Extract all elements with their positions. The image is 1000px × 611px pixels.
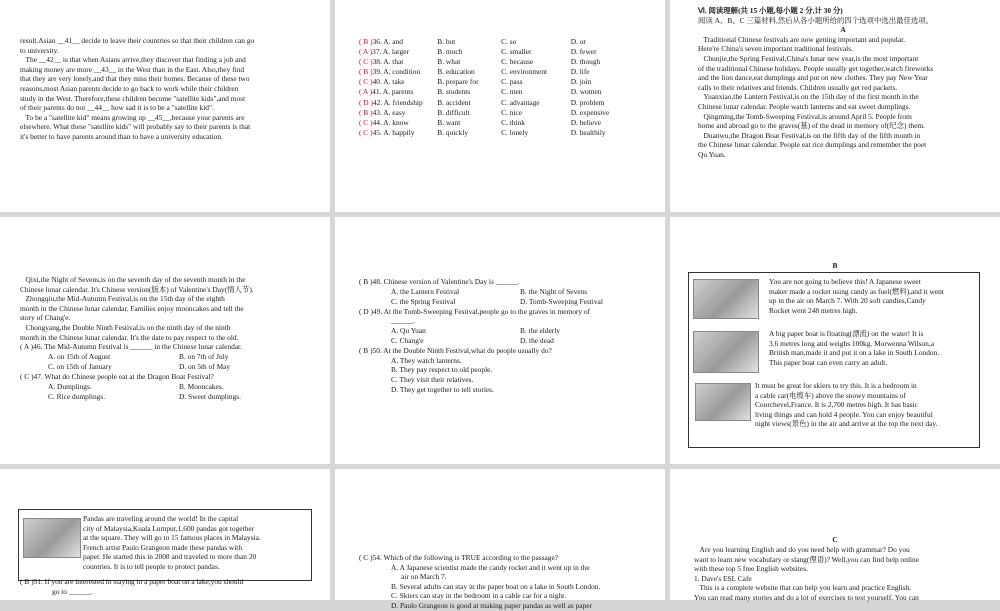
line: Qixi,the Night of Sevens,is on the seventh day of the seventh month in the (20, 275, 246, 284)
option-d: D. believe (570, 117, 602, 127)
instruction: 阅读 A、B、C 三篇材料,然后从各小题所给的四个选项中选出最佳选项。 (698, 15, 934, 25)
passage-text (694, 545, 986, 603)
questions (359, 553, 654, 611)
passage-text (698, 35, 988, 160)
passage-label: A (840, 25, 846, 35)
line: Chongyang,the Double Ninth Festival,is on the ninth day of the ninth (20, 322, 231, 332)
line: A big paper boat is floating(漂流) on the water! It is (769, 329, 924, 338)
line: Rocket went 248 metres high. (769, 305, 858, 315)
option: B. Mooncakes. (179, 381, 224, 391)
option: B. Several adults can stay in the paper boat on a lake in South London. (391, 581, 601, 591)
option: C. on 15th of January (48, 361, 112, 371)
option-a (359, 98, 437, 108)
option-a-text: 38. A. that (372, 57, 404, 67)
option-d: D. expensive (570, 107, 610, 117)
questions (20, 577, 315, 596)
line: Zhongqiu,the Mid-Autumn Festival,is on the 15th day of the eighth (20, 294, 225, 304)
option-a (359, 47, 437, 57)
option-c: C. pass (501, 77, 523, 87)
line: with these top 5 free English websites. (694, 564, 808, 574)
question-50: ( B )50. At the Double Ninth Festival,what do people usually do? (359, 346, 552, 356)
cloze-options (359, 37, 649, 138)
q49-options (359, 326, 649, 346)
line: study in the West. Therefore,these children become "satellite kids",and most (20, 93, 246, 103)
line: 1. Dave's ESL Cafe (694, 573, 752, 583)
line: You can read many stories and do a lot of exercises to test yourself. You can (694, 592, 919, 602)
option-b: B. but (437, 37, 456, 46)
option: A. They watch lanterns. (391, 355, 462, 365)
line: result.Asian __41__ decide to leave their countries so that their children can go (20, 36, 255, 45)
option-b: B. want (437, 117, 461, 127)
option-b: B. education (437, 67, 475, 77)
answer-mark: ( C ) (359, 57, 373, 67)
page-2 (335, 0, 665, 212)
option-a-text: 43. A. easy (372, 107, 406, 117)
option-a (359, 57, 437, 67)
news-box (18, 509, 312, 581)
question-48: ( B )48. Chinese version of Valentine's Day is ______. (359, 277, 520, 286)
option: A. Dumplings. (48, 381, 92, 391)
option-a (359, 108, 437, 118)
option-d: D. problem (570, 97, 605, 107)
question-47: ( C )47. What do Chinese people eat at the Dragon Boat Festival? (20, 371, 214, 381)
cloze-row (359, 87, 649, 97)
line: city of Malaysia,Kuala Lumpur,1,600 pandas got together (83, 523, 255, 533)
q47-options (20, 382, 310, 402)
option: A. on 15th of August (48, 351, 111, 361)
option-c: C. environment (501, 67, 548, 77)
option-a (359, 67, 437, 77)
option-d: D. life (570, 67, 590, 77)
passage-label: B (832, 261, 838, 270)
option: C. Chang'e (391, 336, 424, 346)
pandas-photo (23, 518, 81, 558)
cloze-row (359, 47, 649, 57)
line: Courchevel,France. It is 2,700 metres high. It has basic (755, 400, 918, 410)
option-c: C. men (501, 87, 523, 97)
line: month in the Chinese lunar calendar. Families enjoy mooncakes and tell the (20, 303, 244, 313)
line: Duanwu,the Dragon Boat Festival,is on the fifth day of the fifth month in (698, 130, 921, 140)
question-51-blank: go to ______. (52, 586, 93, 596)
question-54: ( C )54. Which of the following is TRUE according to the passage? (359, 553, 559, 562)
option-a-text: 37. A. larger (372, 47, 409, 57)
line: Here're China's seven important traditional festivals. (698, 44, 853, 54)
option: B. on 7th of July (179, 351, 229, 361)
answer-mark: ( B ) (359, 37, 373, 46)
rocket-photo (693, 279, 759, 319)
line: it's better to have parents around than to have a university education. (20, 131, 223, 141)
option-a (359, 128, 437, 138)
cloze-row (359, 108, 649, 118)
answer-mark: ( C ) (359, 127, 373, 137)
news-item-pandas (83, 514, 309, 572)
paper-boat-photo (693, 331, 759, 373)
line: Chunjie,the Spring Festival,China's lunar new year,is the most important (698, 53, 919, 63)
q46-options (20, 352, 310, 372)
line: countries. It is to tell people to protect pandas. (83, 561, 220, 571)
option-c: C. lonely (501, 127, 529, 137)
line: Yuanxiao,the Lantern Festival,is on the 15th day of the first month in the (698, 92, 919, 102)
option-d: D. though (570, 57, 601, 67)
line: and the lion dance,eat dumplings and put on new clothes. They pay New Year (698, 73, 928, 83)
line: at the square. They will go to 15 famous places in Malaysia. (83, 533, 261, 543)
line: home and abroad go to the graves(墓) of the dead in memory of(纪念) them. (698, 121, 925, 131)
option: D. Paulo Grangeon is good at making paper pandas as well as paper (391, 600, 592, 610)
line: to university. (20, 45, 59, 55)
option-continued: air on March 7. (401, 572, 447, 582)
option: D. Tomb-Sweeping Festival (520, 296, 603, 306)
option: B. the elderly (520, 325, 561, 335)
line: Qingming,the Tomb-Sweeping Festival,is around April 5. People from (698, 111, 912, 121)
line: story of Chang'e. (20, 313, 71, 323)
cloze-row (359, 118, 649, 128)
line: that they are very lonely,and that they miss their homes. Because of these two (20, 74, 250, 84)
line: Traditional Chinese festivals are now getting important and popular. (698, 34, 906, 44)
line: This paper boat can even carry an adult. (769, 357, 888, 367)
line: living things and can hold 4 people. You can enjoy beautiful (755, 409, 933, 419)
line: French artist Paulo Grangeon made these pandas with (83, 542, 243, 552)
line: calls to their relatives and friends. Children usually get red packets. (698, 82, 898, 92)
option-c: C. smaller (501, 47, 532, 57)
page-4 (0, 217, 330, 464)
passage-text (20, 36, 310, 142)
news-item-rocket (769, 277, 975, 315)
line: Chinese lunar calendar. It's Chinese version(版本) of Valentine's Day(情人节). (20, 284, 254, 294)
cable-car-photo (695, 383, 751, 421)
option-b: B. accident (437, 97, 471, 107)
line: a cable car(电缆车) above the snowy mountains of (755, 390, 906, 400)
passage-label: C (832, 535, 838, 544)
line: elsewhere. What these "satellite kids" will probably say to their parents is that (20, 122, 251, 132)
cloze-row (359, 77, 649, 87)
option-a-text: 41. A. parents (372, 87, 414, 97)
line: Qu Yuan. (698, 149, 726, 159)
question-49: ( D )49. At the Tomb-Sweeping Festival,people go to the graves in memory of (359, 306, 591, 316)
line: To be a "satellite kid" means growing up __45__,because your parents are (20, 112, 245, 122)
option-a-text: 45. A. happily (372, 127, 415, 137)
page-7 (0, 469, 330, 600)
line: British man,made it and put it on a lake in South London. (769, 348, 940, 358)
answer-mark: ( D ) (359, 97, 373, 107)
option: C. They visit their relatives. (391, 374, 474, 384)
option: C. the Spring Festival (391, 296, 456, 306)
option-b: B. much (437, 47, 463, 57)
answer-mark: ( C ) (359, 77, 373, 87)
page-1 (0, 0, 330, 212)
option-a-text: 39. A. condition (372, 67, 421, 77)
option-a-text: 36. A. and (372, 37, 403, 46)
line: Chinese lunar calendar. People watch lanterns and eat sweet dumplings. (698, 101, 911, 111)
question-46: ( A )46. The Mid-Autumn Festival is ______ in the Chinese lunar calendar. (20, 342, 242, 352)
line: The __42__ is that when Asians arrive,they discover that finding a job and (20, 55, 246, 65)
option-d: D. women (570, 87, 602, 97)
question-51: ( B )51. If you are interested in staying in a paper boat on a lake,you should (20, 577, 244, 586)
q48-options (359, 287, 649, 307)
section-heading: Ⅵ. 阅读理解(共 15 小题,每小题 2 分,计 30 分) (698, 6, 843, 15)
answer-mark: ( C ) (359, 117, 373, 127)
option-c: C. nice (501, 107, 523, 117)
answer-mark: ( A ) (359, 87, 373, 97)
page-9 (670, 469, 1000, 600)
line: Are you learning English and do you need help with grammar? Do you (694, 545, 910, 554)
option-a (359, 77, 437, 87)
line: This is a complete website that can help you learn and practice English. (694, 583, 912, 593)
option: A. A Japanese scientist made the candy rocket and it went up in the (391, 562, 590, 572)
question-49-blank: ______. (391, 316, 416, 326)
option-b: B. difficult (437, 107, 470, 117)
answer-mark: ( B ) (359, 67, 373, 77)
option-a-text: 42. A. friendship (372, 97, 423, 107)
cloze-row (359, 67, 649, 77)
line: the Chinese lunar calendar. People eat rice dumplings and remember the poet (698, 140, 927, 150)
news-item-cable-car (755, 381, 975, 429)
page-6 (670, 217, 1000, 464)
cloze-row (359, 57, 649, 67)
cloze-row (359, 128, 649, 138)
option: C. Skiers can stay in the bedroom in a cable car for a night. (391, 591, 567, 601)
option-c: C. think (501, 117, 525, 127)
q54-options (359, 563, 654, 611)
option-c: C. because (501, 57, 534, 67)
option-a-text: 44. A. know (372, 117, 409, 127)
option: D. They get together to tell stories. (391, 384, 494, 394)
line: month in the Chinese lunar calendar. It's the date to pay respect to the old. (20, 332, 239, 342)
line: Pandas are traveling around the world! In the capital (83, 514, 239, 523)
page-3 (670, 0, 1000, 212)
option-c: C. advantage (501, 97, 540, 107)
option-b: B. what (437, 57, 461, 67)
line: You are not going to believe this! A Japanese sweet (769, 277, 921, 286)
line: reasons,most Asian parents decide to go back to work while their children (20, 83, 239, 93)
option-a-text: 40. A. take (372, 77, 405, 87)
answer-mark: ( A ) (359, 47, 373, 57)
line: night views(景色) in the air and arrive at the top the next day. (755, 419, 938, 429)
option: D. on 5th of May (179, 361, 231, 371)
q50-options (359, 356, 649, 394)
news-box (688, 272, 980, 448)
line: making money are more __43__ in the West than in the East. Also,they find (20, 64, 245, 74)
option-d: D. fewer (570, 47, 597, 57)
option: A. the Lantern Festival (391, 286, 460, 296)
option-b: B. quickly (437, 127, 469, 137)
page-8 (335, 469, 665, 610)
option-d: D. healthily (570, 127, 606, 137)
option: A. Qu Yuan (391, 325, 426, 335)
option: D. Sweet dumplings. (179, 391, 241, 401)
answer-mark: ( B ) (359, 107, 373, 117)
option-a (359, 37, 437, 47)
passage-text (20, 275, 310, 402)
option: D. the dead (520, 336, 554, 346)
line: maker made a rocket using candy as fuel(燃料),and it went (769, 286, 944, 296)
cloze-row (359, 98, 649, 108)
line: of the traditional Chinese holidays. People usually get together,watch fireworks (698, 63, 934, 73)
option-a (359, 118, 437, 128)
line: 3.6 metres long and weighs 100kg. Morwenna Wilson,a (769, 338, 935, 348)
option-d: D. join (570, 77, 592, 87)
option-a (359, 87, 437, 97)
line: paper. He started this in 2008 and traveled to more than 20 (83, 552, 257, 562)
reading-section (698, 6, 988, 160)
option-b: B. prepare for (437, 77, 479, 87)
line: want to learn new vocabulary or slang(俚语)? Well,you can find help online (694, 554, 920, 564)
line: of their parents do not __44__ how sad it is to be a "satellite kid". (20, 103, 214, 113)
festival-lines (20, 275, 310, 342)
option-d: D. or (570, 37, 586, 46)
questions (359, 277, 649, 394)
line: It must be great for skiers to try this. It is a bedroom in (755, 381, 917, 390)
option: B. the Night of Sevens (520, 286, 588, 296)
option-b: B. students (437, 87, 471, 97)
page-5 (335, 217, 665, 464)
option: C. Rice dumplings. (48, 391, 106, 401)
cloze-row (359, 37, 649, 47)
option: B. They pay respect to old people. (391, 365, 493, 375)
option-c: C. so (501, 37, 517, 46)
line: up in the air on March 7. With 20 soft candies,Candy (769, 296, 926, 306)
news-item-boat (769, 329, 975, 367)
